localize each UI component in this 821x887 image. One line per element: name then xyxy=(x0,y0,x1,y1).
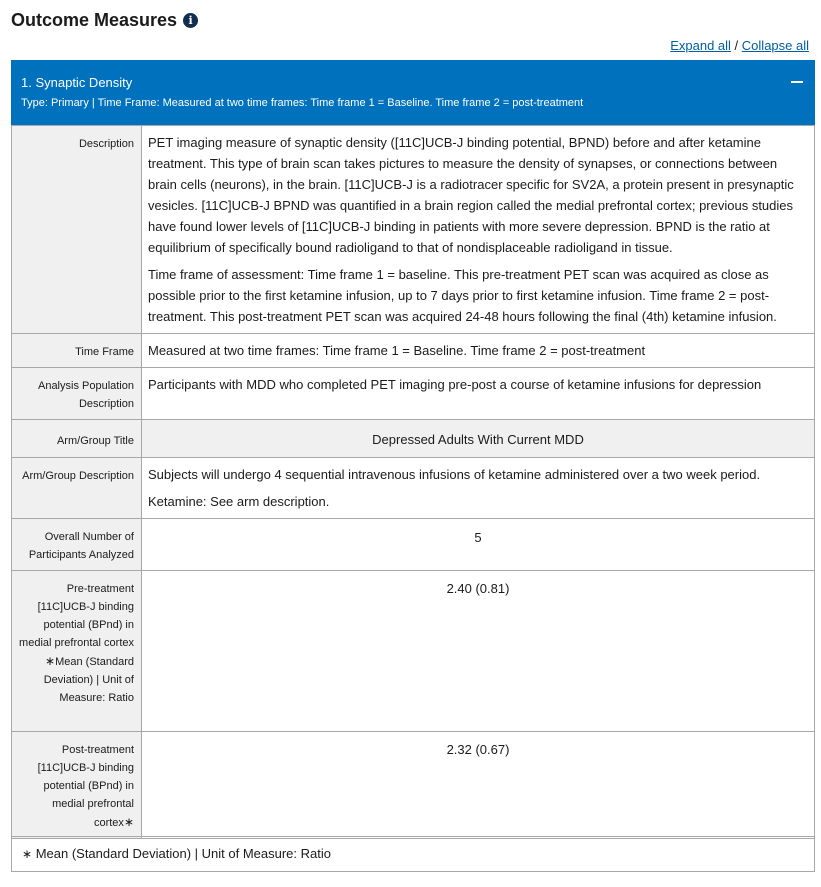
expand-collapse-controls xyxy=(670,38,809,53)
collapse-all-link[interactable]: Collapse all xyxy=(741,38,809,53)
time-frame-label: Time Frame xyxy=(12,334,142,368)
analysis-population-value: Participants with MDD who completed PET imaging pre-post a course of ketamine infusions for depression xyxy=(142,368,815,420)
time-frame-row xyxy=(12,334,815,368)
overall-number-label: Overall Number of Participants Analyzed xyxy=(12,519,142,571)
description-paragraph-2: Time frame of assessment: Time frame 1 = baseline. This pre-treatment PET scan was acquired as close as possible prior to the first ketamine infusion, up to 7 days prior to first ketamine infusion. Time frame 2 = post-treatment. This post-treatment PET scan was acquired 24-48 hours following the final (4th) ketamine infusion. xyxy=(148,267,777,324)
outcome-panel-header[interactable] xyxy=(11,60,815,125)
outcome-subtitle: Type: Primary | Time Frame: Measured at two time frames: Time frame 1 = Baseline. Time frame 2 = post-treatment xyxy=(21,97,584,109)
outcome-title: 1. Synaptic Density xyxy=(21,75,133,90)
pre-treatment-label-text: Pre-treatment [11C]UCB-J binding potential (BPnd) in medial prefrontal cortex xyxy=(19,583,134,649)
footnote-star-icon: ∗ xyxy=(123,815,134,829)
section-heading xyxy=(11,10,198,31)
arm-description-row xyxy=(12,458,815,519)
arm-description-paragraph-1: Subjects will undergo 4 sequential intravenous infusions of ketamine administered over a two week period. xyxy=(148,467,761,482)
overall-number-value: 5 xyxy=(142,519,815,571)
pre-treatment-label xyxy=(12,571,142,732)
description-paragraph-1: PET imaging measure of synaptic density ([11C]UCB-J binding potential, BPND) before and after ketamine treatment. This type of brain scan takes pictures to measure the density of synapses, or connections between brain cells (neurons), in the brain. [11C]UCB-J is a radiotracer specific for SV2A, a protein present in presynaptic vesicles. [11C]UCB-J BPND was quantified in a brain region called the medial prefrontal cortex; previous studies have found lower levels of [11C]UCB-J binding in patients with more severe depression. BPND is the ratio at equilibrium of specifically bound radioligand to that of nondisplaceable radioligand in tissue. xyxy=(148,135,794,255)
arm-title-value: Depressed Adults With Current MDD xyxy=(142,420,815,458)
arm-description-value xyxy=(142,458,815,519)
page-title: Outcome Measures xyxy=(11,10,178,30)
analysis-population-row xyxy=(12,368,815,420)
info-icon[interactable]: i xyxy=(183,13,198,28)
description-label: Description xyxy=(12,126,142,334)
post-treatment-label-text: Post-treatment [11C]UCB-J binding potential (BPnd) in medial prefrontal cortex xyxy=(37,744,134,829)
time-frame-value: Measured at two time frames: Time frame 1 = Baseline. Time frame 2 = post-treatment xyxy=(142,334,815,368)
expand-all-link[interactable]: Expand all xyxy=(670,38,731,53)
post-treatment-row xyxy=(12,732,815,839)
description-row xyxy=(12,126,815,334)
pre-treatment-row xyxy=(12,571,815,732)
pre-treatment-value: 2.40 (0.81) xyxy=(142,571,815,732)
overall-number-row xyxy=(12,519,815,571)
arm-description-label: Arm/Group Description xyxy=(12,458,142,519)
footnote-text: Mean (Standard Deviation) | Unit of Measure: Ratio xyxy=(35,846,331,861)
pre-treatment-unit-note: Mean (Standard Deviation) | Unit of Measure: Ratio xyxy=(43,656,134,704)
footnote xyxy=(11,836,815,872)
analysis-population-label: Analysis Population Description xyxy=(12,368,142,420)
arm-title-label: Arm/Group Title xyxy=(12,420,142,458)
post-treatment-label xyxy=(12,732,142,839)
footnote-star-icon: ∗ xyxy=(22,847,33,861)
collapse-minus-icon[interactable] xyxy=(791,81,803,83)
expand-divider: / xyxy=(734,38,739,53)
description-value xyxy=(142,126,815,334)
outcome-table xyxy=(11,125,815,839)
arm-description-paragraph-2: Ketamine: See arm description. xyxy=(148,494,330,509)
footnote-star-icon: ∗ xyxy=(45,654,56,668)
arm-title-row xyxy=(12,420,815,458)
post-treatment-value: 2.32 (0.67) xyxy=(142,732,815,839)
